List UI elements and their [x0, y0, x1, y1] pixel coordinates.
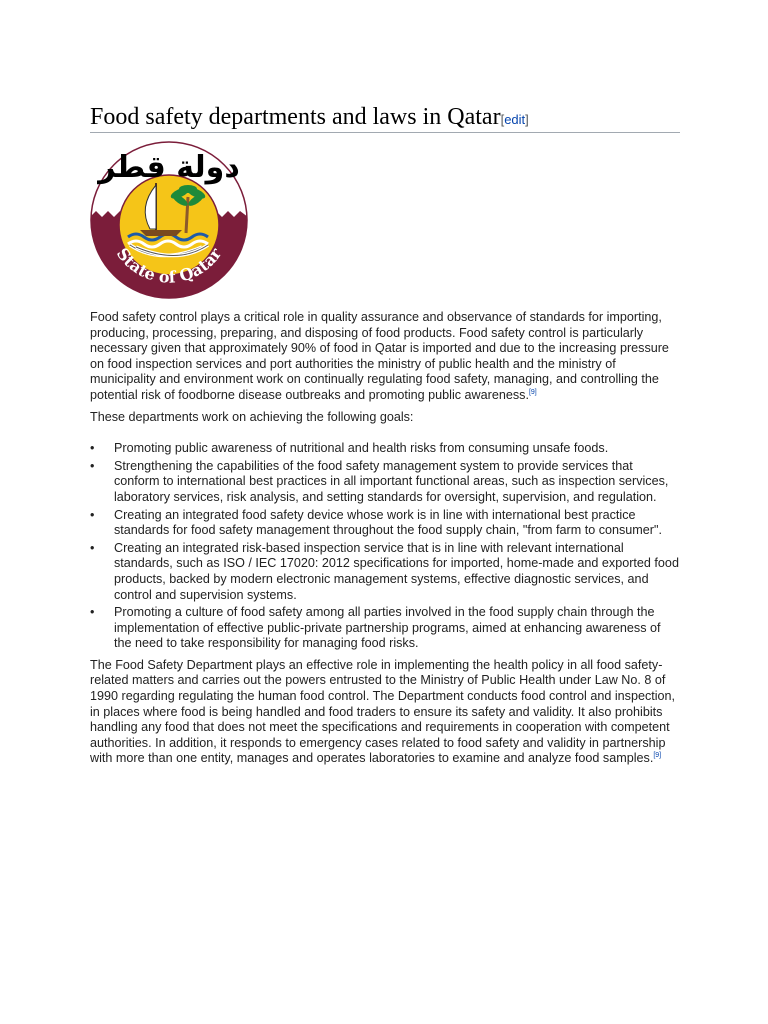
intro-paragraph [90, 310, 680, 404]
citation-ref[interactable]: [9] [528, 388, 537, 396]
section-heading: Food safety departments and laws in Qatar [90, 104, 501, 130]
goals-list [90, 441, 680, 652]
list-item: • Creating an integrated risk-based inspection service that is in line with relevant international standards, such as ISO / IEC 17020: 2012 specifications for imported, home-made and exported food products, backed by modern electronic management systems, effective diagnostic services, and control and supervision systems. [114, 541, 680, 603]
closing-text: The Food Safety Department plays an effective role in implementing the health policy in all food safety-related matters and carries out the powers entrusted to the Ministry of Public Health under Law No. 8 of 1990 regarding regulating the human food control. The Department conducts food control and inspection, in places where food is being handled and food traders to ensure its safety and validity. It also prohibits handling any food that does not meet the specifications and requirements in cooperation with competent authorities. In addition, it responds to emergency cases related to food safety and validity in partnership with more than one entity, manages and operates laboratories to examine and analyze food samples. [90, 657, 676, 766]
section-heading-row [90, 104, 680, 133]
edit-section-link [501, 112, 529, 127]
closing-paragraph [90, 658, 680, 767]
emblem-caption: State of Qatar [112, 244, 226, 287]
edit-link[interactable]: edit [504, 112, 526, 127]
qatar-emblem [90, 137, 248, 303]
citation-ref[interactable]: [9] [653, 752, 662, 760]
list-item: • Promoting a culture of food safety among all parties involved in the food supply chain through the implementation of effective public-private partnership programs, aimed at enhancing awareness of the need to take responsibility for managing food risks. [114, 605, 680, 652]
list-item: • Creating an integrated food safety device whose work is in line with international best practice standards for food safety management throughout the food supply chain, "from farm to consumer". [114, 508, 680, 539]
list-item: • Promoting public awareness of nutritional and health risks from consuming unsafe foods. [114, 441, 680, 457]
edit-bracket-open: [ [500, 112, 505, 127]
emblem-arabic-text: دولة قطر [98, 150, 240, 185]
goals-lead-paragraph: These departments work on achieving the following goals: [90, 409, 414, 424]
article-section [90, 104, 680, 767]
edit-bracket-close: ] [525, 112, 529, 127]
intro-text: Food safety control plays a critical role in quality assurance and observance of standards for importing, producing, processing, preparing, and disposing of food products. Food safety control is particularly necessary given that approximately 90% of food in Qatar is imported and due to the increasing pressure on food inspection services and port authorities the ministry of public health and the ministry of municipality and environment work on continually regulating food safety, managing, and controlling the potential risk of foodborne disease outbreaks and promoting public awareness. [90, 310, 669, 402]
list-item: • Strengthening the capabilities of the food safety management system to provide services that conform to international best practices in all important functional areas, such as inspection services, laboratory services, risk analysis, and setting standards for oversight, supervision, and regulation. [114, 459, 680, 506]
